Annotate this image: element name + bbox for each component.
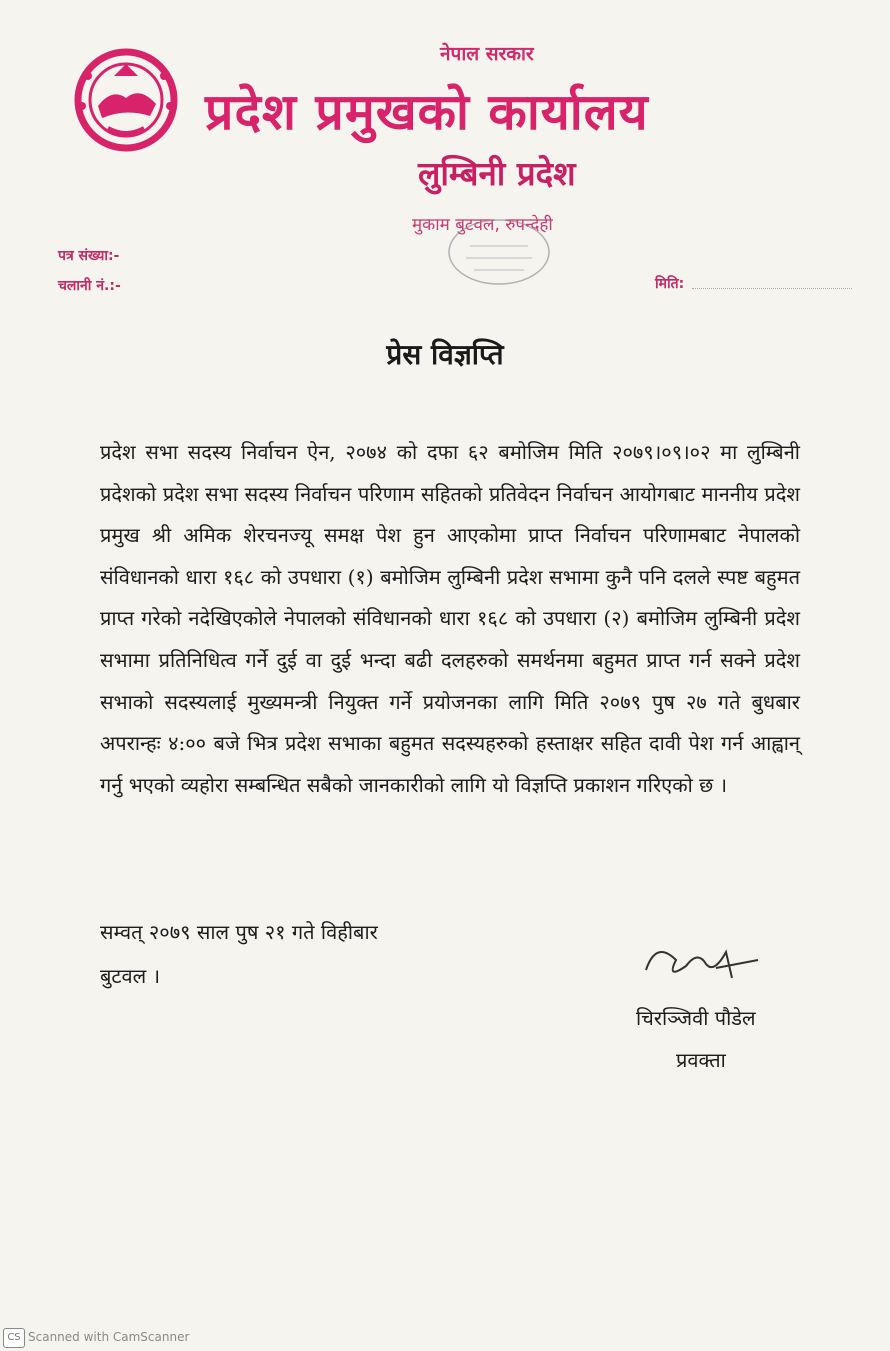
- province-name: लुम्बिनी प्रदेश: [418, 154, 576, 193]
- office-title: प्रदेश प्रमुखको कार्यालय: [205, 83, 649, 141]
- date-label: मिति:: [655, 276, 685, 292]
- issue-date: सम्वत् २०७९ साल पुष २१ गते विहीबार: [100, 920, 378, 944]
- issue-place: बुटवल ।: [100, 964, 161, 988]
- signatory-name: चिरञ्जिवी पौडेल: [636, 1006, 756, 1030]
- dispatch-number-label: चलानी नं.:-: [58, 278, 121, 294]
- government-label: नेपाल सरकार: [440, 43, 534, 65]
- release-body: प्रदेश सभा सदस्य निर्वाचन ऐन, २०७४ को दफा ६२ बमोजिम मिति २०७९।०९।०२ मा लुम्बिनी प्रदेशको प्रदेश सभा सदस्य निर्वाचन परिणाम सहितको प्रतिवेदन निर्वाचन आयोगबाट माननीय प्रदेश प्रमुख श्री अमिक शेरचनज्यू समक्ष पेश हुन आएकोमा प्राप्त निर्वाचन परिणामबाट नेपालको संविधानको धारा १६८ को उपधारा (१) बमोजिम लुम्बिनी प्रदेश सभामा कुनै पनि दलले स्पष्ट बहुमत प्राप्त गरेको नदेखिएकोले नेपालको संविधानको धारा १६८ को उपधारा (२) बमोजिम लुम्बिनी प्रदेश सभामा प्रतिनिधित्व गर्ने दुई वा दुई भन्दा बढी दलहरुको समर्थनमा बहुमत प्राप्त गर्न सक्ने प्रदेश सभाको सदस्यलाई मुख्यमन्त्री नियुक्त गर्ने प्रयोजनका लागि मिति २०७९ पुष २७ गते बुधबार अपरान्हः ४:०० बजे भित्र प्रदेश सभाका बहुमत सदस्यहरुको हस्ताक्षर सहित दावी पेश गर्न आह्वान् गर्नु भएको व्यहोरा सम्बन्धित सबैको जानकारीको लागि यो विज्ञप्ति प्रकाशन गरिएको छ ।: [100, 440, 800, 797]
- date-field-line: [692, 288, 852, 289]
- office-stamp: [440, 212, 558, 288]
- camscanner-logo: CS: [3, 1328, 25, 1348]
- nepal-emblem-icon: [68, 46, 184, 154]
- signatory-role: प्रवक्ता: [676, 1048, 726, 1072]
- page-title: प्रेस विज्ञप्ति: [386, 338, 504, 371]
- headquarters-address: मुकाम बुटवल, रुपन्देही: [412, 215, 553, 235]
- letter-number-label: पत्र संख्या:-: [58, 248, 120, 264]
- signature: [636, 930, 766, 990]
- scanner-watermark: Scanned with CamScanner: [28, 1330, 190, 1344]
